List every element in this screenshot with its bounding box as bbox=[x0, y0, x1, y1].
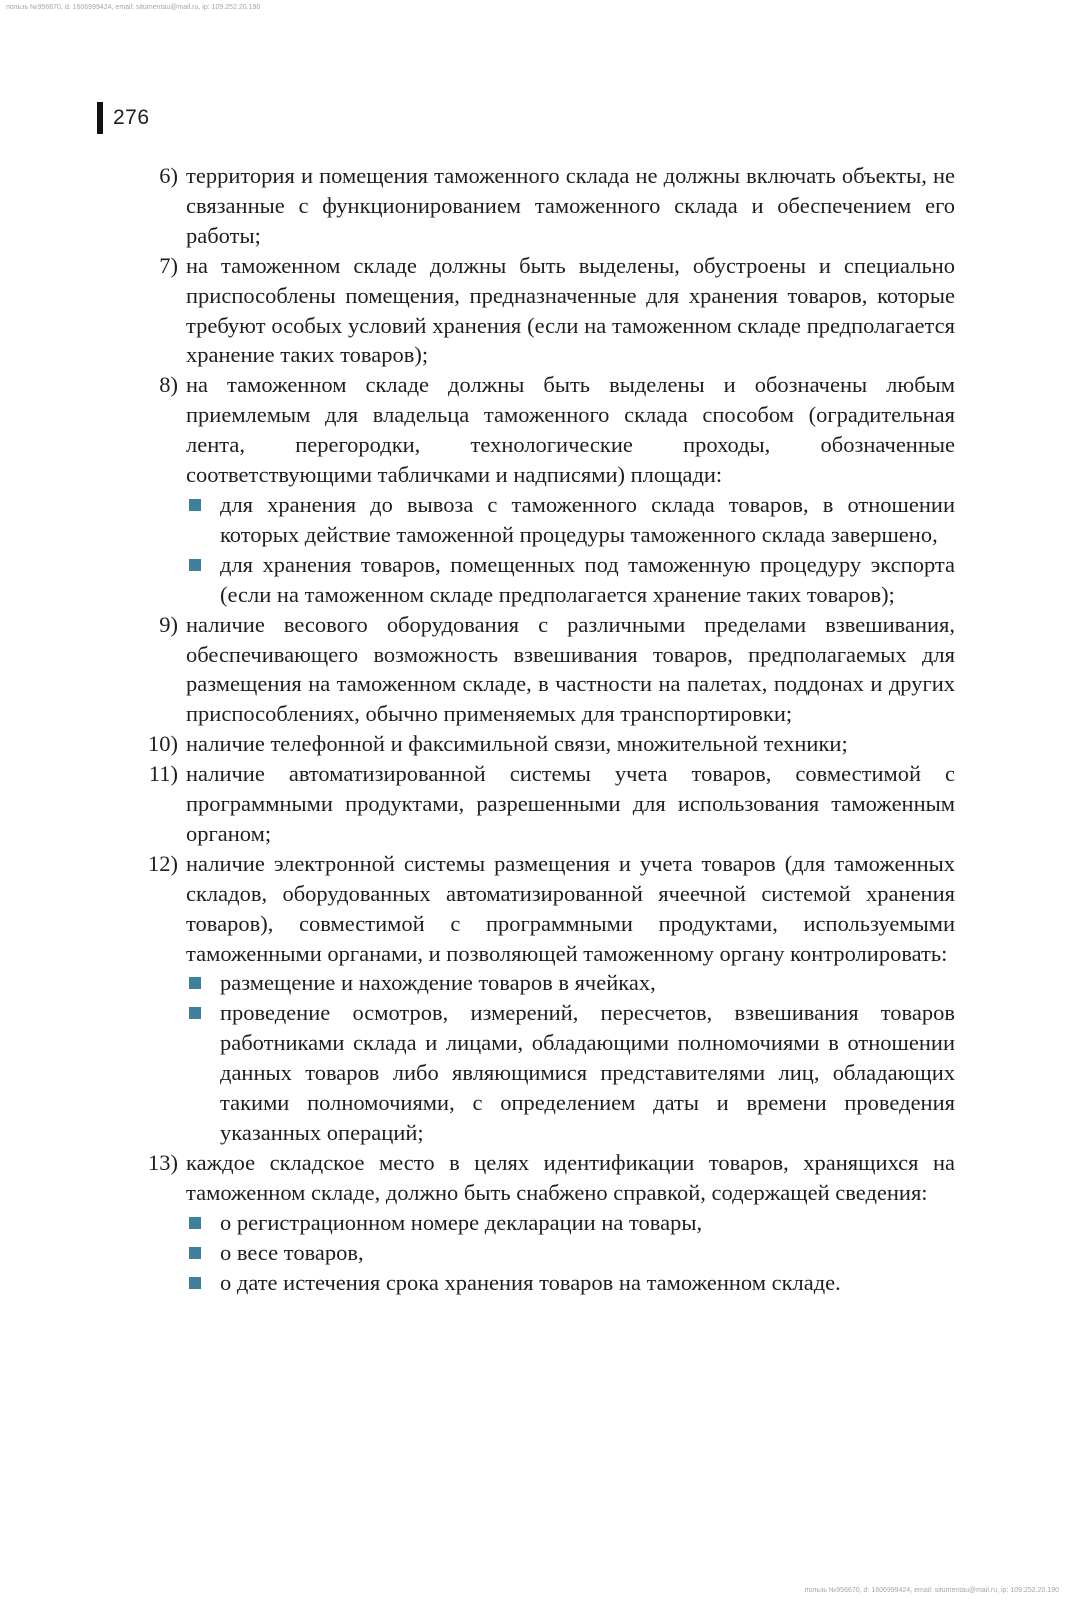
bullet-item bbox=[134, 1268, 955, 1298]
square-bullet-icon bbox=[189, 1007, 201, 1019]
list-item-9 bbox=[134, 610, 955, 730]
square-bullet-icon bbox=[189, 977, 201, 989]
list-item-10 bbox=[134, 729, 955, 759]
bullet-text: для хранения товаров, помещенных под таможенную процедуру экспорта (если на таможенном складе предполагается хранение таких товаров); bbox=[220, 551, 955, 607]
item-number: 11) bbox=[148, 761, 178, 787]
bullet-text: для хранения до вывоза с таможенного склада товаров, в отношении которых действие таможенной процедуры таможенного склада завершено, bbox=[220, 491, 955, 547]
page-header bbox=[97, 102, 150, 134]
page-body bbox=[134, 161, 955, 1297]
watermark-bottom: пользь №956670, d: 1606999424, email: situmentau@mail.ru, ip: 109.252.20.190 bbox=[804, 1587, 1059, 1594]
square-bullet-icon bbox=[189, 559, 201, 571]
item-number: 12) bbox=[148, 850, 178, 876]
watermark-top: пользь №956670, d: 1606999424, email: situmentau@mail.ru, ip: 109.252.20.190 bbox=[6, 4, 261, 11]
item-text: каждое складское место в целях идентификации товаров, хранящихся на таможенном складе, должно быть снабжено справкой, содержащей сведения: bbox=[186, 1149, 955, 1205]
bullet-item bbox=[134, 998, 955, 1148]
page-marker-bar bbox=[97, 102, 103, 134]
item-number: 6) bbox=[159, 163, 178, 188]
square-bullet-icon bbox=[189, 1247, 201, 1259]
item-text: наличие автоматизированной системы учета товаров, совместимой с программными продуктами, разрешенными для использования таможенным органом; bbox=[186, 761, 955, 846]
bullet-item bbox=[134, 1208, 955, 1238]
bullet-item bbox=[134, 550, 955, 610]
item-number: 13) bbox=[148, 1149, 178, 1175]
list-item-8 bbox=[134, 370, 955, 490]
bullet-text: размещение и нахождение товаров в ячейках, bbox=[220, 970, 656, 996]
item-number: 9) bbox=[159, 611, 178, 637]
list-item-7 bbox=[134, 251, 955, 371]
item-number: 10) bbox=[148, 731, 178, 757]
bullet-text: о регистрационном номере декларации на товары, bbox=[220, 1209, 703, 1235]
list-item-12 bbox=[134, 849, 955, 969]
list-item-11 bbox=[134, 759, 955, 849]
bullet-item bbox=[134, 490, 955, 550]
item-text: на таможенном складе должны быть выделены и обозначены любым приемлемым для владельца таможенного склада способом (оградительная лента, перегородки, технологические проходы, обозначенные соответствующими табличками и надписями) площади: bbox=[186, 372, 955, 488]
bullet-text: о дате истечения срока хранения товаров на таможенном складе. bbox=[220, 1269, 841, 1295]
list-item-13 bbox=[134, 1148, 955, 1208]
bullet-text: проведение осмотров, измерений, пересчетов, взвешивания товаров работниками склада и лицами, обладающими полномочиями в отношении данных товаров либо являющимися представителями лиц, обладающих такими полномочиями, с определением даты и времени проведения указанных операций; bbox=[220, 1000, 955, 1145]
item-text: наличие электронной системы размещения и учета товаров (для таможенных складов, оборудованных автоматизированной ячеечной системой хранения товаров), совместимой с программными продуктами, используемыми таможенными органами, и позволяющей таможенному органу контролировать: bbox=[186, 850, 955, 966]
square-bullet-icon bbox=[189, 1277, 201, 1289]
bullet-item bbox=[134, 1238, 955, 1268]
item-text: на таможенном складе должны быть выделены, обустроены и специально приспособлены помещения, предназначенные для хранения товаров, которые требуют особых условий хранения (если на таможенном складе предполагается хранение таких товаров); bbox=[186, 252, 955, 368]
item-text: территория и помещения таможенного склада не должны включать объекты, не связанные с функционированием таможенного склада и обеспечением его работы; bbox=[186, 163, 955, 248]
item-number: 7) bbox=[159, 252, 178, 278]
item-number: 8) bbox=[159, 372, 178, 398]
page-number: 276 bbox=[113, 106, 150, 129]
square-bullet-icon bbox=[189, 499, 201, 511]
bullet-item bbox=[134, 968, 955, 998]
bullet-text: о весе товаров, bbox=[220, 1239, 364, 1265]
item-text: наличие весового оборудования с различными пределами взвешивания, обеспечивающего возможность взвешивания товаров, предполагаемых для размещения на таможенном складе, в частности на палетах, поддонах и других приспособлениях, обычно применяемых для транспортировки; bbox=[186, 611, 955, 727]
list-item-6 bbox=[134, 161, 955, 251]
item-text: наличие телефонной и факсимильной связи, множительной техники; bbox=[186, 731, 848, 757]
square-bullet-icon bbox=[189, 1217, 201, 1229]
